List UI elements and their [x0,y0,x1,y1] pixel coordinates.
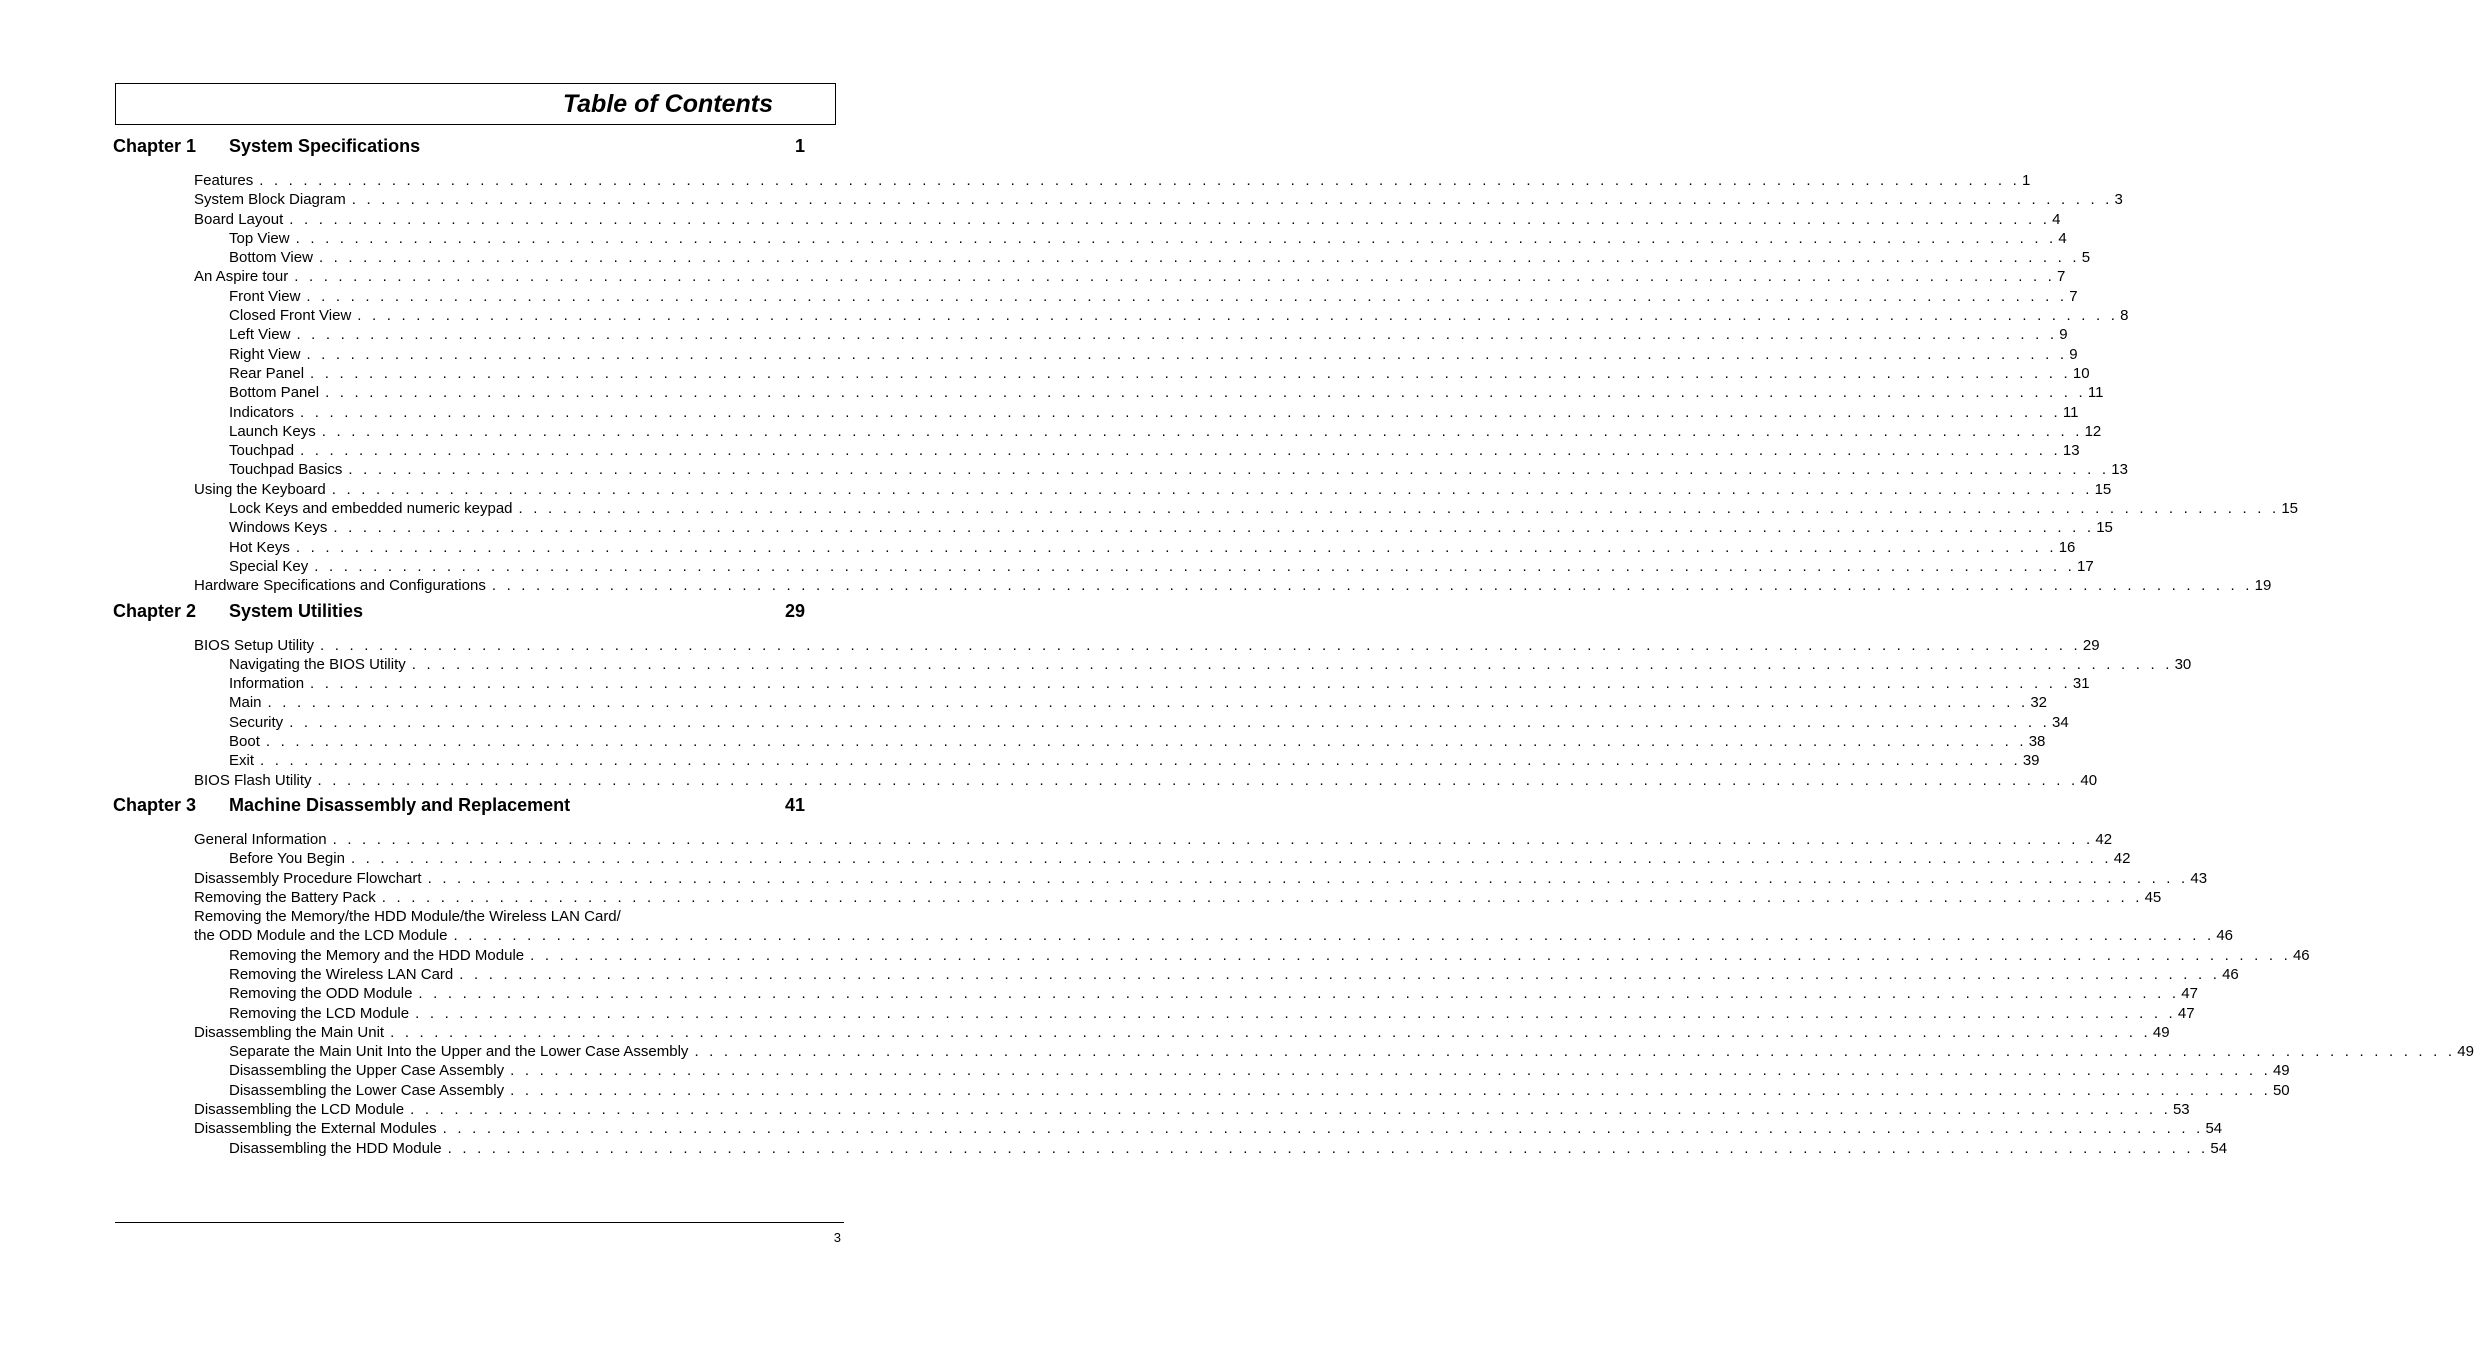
chapter-title: System Specifications [229,136,421,156]
entry-page: 19 [2254,577,2272,595]
entry-title: Launch Keys [229,422,316,440]
entry-page: 32 [2030,694,2048,712]
dot-leader: . . . . . . . . . . . . . . . . . . . . . . . . . . . . . . . . . . . . . . . . . . . . . . . . . . . . . . . . . . . . . . . . . . . . . . . . . . . . . . . . . . . . . . . . . . . . . . . . . . . . . . . . . . . . . . . . . . . . . . . . [510,1081,2271,1099]
chapter-number: Chapter 3 [113,794,197,815]
dot-leader: . . . . . . . . . . . . . . . . . . . . . . . . . . . . . . . . . . . . . . . . . . . . . . . . . . . . . . . . . . . . . . . . . . . . . . . . . . . . . . . . . . . . . . . . . . . . . . . . . . . . . . . . . . . . . . . . . . . . . . . . [694,1043,2456,1061]
entry-page: 3 [2114,191,2123,209]
toc-entry[interactable] [113,422,2102,441]
toc-entry[interactable] [113,576,2272,595]
toc-entry[interactable] [113,460,2128,479]
entry-title: BIOS Setup Utility [194,636,315,654]
entry-page: 11 [2087,384,2104,402]
entry-page: 10 [2072,364,2090,382]
dot-leader: . . . . . . . . . . . . . . . . . . . . . . . . . . . . . . . . . . . . . . . . . . . . . . . . . . . . . . . . . . . . . . . . . . . . . . . . . . . . . . . . . . . . . . . . . . . . . . . . . . . . . . . . . . . . . . . . . . . . . . . . [332,830,2094,848]
dot-leader: . . . . . . . . . . . . . . . . . . . . . . . . . . . . . . . . . . . . . . . . . . . . . . . . . . . . . . . . . . . . . . . . . . . . . . . . . . . . . . . . . . . . . . . . . . . . . . . . . . . . . . . . . . . . . . . . . . . . . . . . [348,461,2110,479]
entry-page: 1 [2022,172,2031,189]
dot-leader: . . . . . . . . . . . . . . . . . . . . . . . . . . . . . . . . . . . . . . . . . . . . . . . . . . . . . . . . . . . . . . . . . . . . . . . . . . . . . . . . . . . . . . . . . . . . . . . . . . . . . . . . . . . . . . . . . . . . . . . . [442,1120,2204,1138]
entry-page: 5 [2081,249,2091,267]
dot-leader: . . . . . . . . . . . . . . . . . . . . . . . . . . . . . . . . . . . . . . . . . . . . . . . . . . . . . . . . . . . . . . . . . . . . . . . . . . . . . . . . . . . . . . . . . . . . . . . . . . . . . . . . . . . . . . . . . . . . . . . . [418,985,2180,1003]
chapter-number: Chapter 1 [113,136,197,156]
entry-title: the ODD Module and the LCD Module [194,927,448,945]
toc-entry[interactable] [113,1139,2228,1158]
dot-leader: . . . . . . . . . . . . . . . . . . . . . . . . . . . . . . . . . . . . . . . . . . . . . . . . . . . . . . . . . . . . . . . . . . . . . . . . . . . . . . . . . . . . . . . . . . . . . . . . . . . . . . . . . . . . . . . . . . . . . . . . [306,287,2068,305]
entry-title: Windows Keys [229,519,328,537]
entry-page: 17 [2077,557,2094,575]
toc-entry[interactable] [113,557,2094,576]
entry-page: 42 [2095,830,2113,848]
entry-title: Removing the LCD Module [229,1004,410,1022]
dot-leader: . . . . . . . . . . . . . . . . . . . . . . . . . . . . . . . . . . . . . . . . . . . . . . . . . . . . . . . . . . . . . . . . . . . . . . . . . . . . . . . . . . . . . . . . . . . . . . . . . . . . . . . . . . . . . . . . . . . . . . . . [294,268,2056,286]
toc-entry[interactable] [113,364,2090,383]
entry-page: 46 [2292,946,2310,964]
entry-title: Top View [229,229,290,247]
chapter-heading[interactable] [113,601,805,627]
page-number: 3 [833,1230,841,1245]
entry-page: 46 [2216,927,2233,945]
table-of-contents [113,132,2474,1163]
entry-page: 49 [2152,1023,2170,1041]
toc-entry[interactable] [113,693,2048,712]
entry-page: 43 [2190,869,2208,887]
dot-leader: . . . . . . . . . . . . . . . . . . . . . . . . . . . . . . . . . . . . . . . . . . . . . . . . . . . . . . . . . . . . . . . . . . . . . . . . . . . . . . . . . . . . . . . . . . . . . . . . . . . . . . . . . . . . . . . . . . . . . . . . [300,403,2061,421]
entry-page: 4 [2058,229,2067,247]
entry-title: Special Key [229,557,309,575]
chapter-entries [113,636,2192,790]
entry-page: 12 [2084,422,2102,440]
entry-title: Disassembling the Upper Case Assembly [229,1062,505,1080]
toc-entry[interactable] [113,636,2100,655]
toc-entry[interactable] [113,869,2208,888]
entry-page: 39 [2022,752,2040,770]
toc-entry[interactable] [113,267,2066,286]
entry-page: 38 [2028,733,2046,751]
toc-entry[interactable] [113,345,2078,364]
entry-title: Features [194,172,254,189]
entry-title: Disassembling the Lower Case Assembly [229,1081,505,1099]
toc-entry[interactable] [113,1100,2190,1119]
entry-page: 7 [2069,287,2078,305]
toc-entry[interactable] [113,538,2076,557]
toc-entry[interactable] [113,480,2112,499]
chapter-entries [113,171,2299,596]
entry-title: Main [229,694,262,712]
toc-entry[interactable] [113,926,2233,945]
dot-leader: . . . . . . . . . . . . . . . . . . . . . . . . . . . . . . . . . . . . . . . . . . . . . . . . . . . . . . . . . . . . . . . . . . . . . . . . . . . . . . . . . . . . . . . . . . . . . . . . . . . . . . . . . . . . . . . . . . . . . . . . [510,1062,2271,1080]
entry-page: 53 [2172,1101,2190,1119]
dot-leader: . . . . . . . . . . . . . . . . . . . . . . . . . . . . . . . . . . . . . . . . . . . . . . . . . . . . . . . . . . . . . . . . . . . . . . . . . . . . . . . . . . . . . . . . . . . . . . . . . . . . . . . . . . . . . . . . . . . . . . . . [350,850,2112,868]
entry-page: 30 [2174,655,2192,673]
entry-title: Rear Panel [229,364,305,382]
entry-title: Navigating the BIOS Utility [229,655,406,673]
entry-page: 54 [2210,1139,2228,1157]
dot-leader: . . . . . . . . . . . . . . . . . . . . . . . . . . . . . . . . . . . . . . . . . . . . . . . . . . . . . . . . . . . . . . . . . . . . . . . . . . . . . . . . . . . . . . . . . . . . . . . . . . . . . . . . . . . . . . . . . . . . . . . . [314,557,2076,575]
entry-title: Disassembling the External Modules [194,1120,437,1138]
entry-title: Disassembling the HDD Module [229,1139,442,1157]
dot-leader: . . . . . . . . . . . . . . . . . . . . . . . . . . . . . . . . . . . . . . . . . . . . . . . . . . . . . . . . . . . . . . . . . . . . . . . . . . . . . . . . . . . . . . . . . . . . . . . . . . . . . . . . . . . . . . . . . . . . . . . . [259,172,2021,189]
toc-entry[interactable] [113,1023,2170,1042]
toc-entry[interactable] [113,248,2091,267]
dot-leader: . . . . . . . . . . . . . . . . . . . . . . . . . . . . . . . . . . . . . . . . . . . . . . . . . . . . . . . . . . . . . . . . . . . . . . . . . . . . . . . . . . . . . . . . . . . . . . . . . . . . . . . . . . . . . . . . . . . . . . . . [296,326,2058,344]
entry-title: General Information [194,830,327,848]
entry-page: 47 [2177,1004,2195,1022]
toc-entry[interactable] [113,849,2131,868]
entry-title: Indicators [229,403,295,421]
toc-entry[interactable] [113,287,2078,306]
entry-title: Left View [229,326,291,344]
dot-leader: . . . . . . . . . . . . . . . . . . . . . . . . . . . . . . . . . . . . . . . . . . . . . . . . . . . . . . . . . . . . . . . . . . . . . . . . . . . . . . . . . . . . . . . . . . . . . . . . . . . . . . . . . . . . . . . . . . . . . . . . [320,636,2081,654]
toc-entry[interactable] [113,403,2079,422]
entry-page: 40 [2080,771,2098,789]
dot-leader: . . . . . . . . . . . . . . . . . . . . . . . . . . . . . . . . . . . . . . . . . . . . . . . . . . . . . . . . . . . . . . . . . . . . . . . . . . . . . . . . . . . . . . . . . . . . . . . . . . . . . . . . . . . . . . . . . . . . . . . . [289,713,2051,731]
entry-title: Using the Keyboard [194,480,326,498]
chapter-title: Machine Disassembly and Replacement [229,794,571,815]
dot-leader: . . . . . . . . . . . . . . . . . . . . . . . . . . . . . . . . . . . . . . . . . . . . . . . . . . . . . . . . . . . . . . . . . . . . . . . . . . . . . . . . . . . . . . . . . . . . . . . . . . . . . . . . . . . . . . . . . . . . . . . . [415,1004,2176,1022]
entry-title: Boot [229,733,260,751]
toc-entry[interactable] [113,190,2123,209]
toc-entry[interactable] [113,1081,2290,1100]
entry-page: 47 [2181,985,2198,1003]
chapter-heading[interactable] [113,795,805,821]
toc-entry[interactable] [113,210,2061,229]
dot-leader: . . . . . . . . . . . . . . . . . . . . . . . . . . . . . . . . . . . . . . . . . . . . . . . . . . . . . . . . . . . . . . . . . . . . . . . . . . . . . . . . . . . . . . . . . . . . . . . . . . . . . . . . . . . . . . . . . . . . . . . . [325,384,2086,402]
toc-entry[interactable] [113,907,805,926]
toc-entry[interactable] [113,713,2069,732]
dot-leader: . . . . . . . . . . . . . . . . . . . . . . . . . . . . . . . . . . . . . . . . . . . . . . . . . . . . . . . . . . . . . . . . . . . . . . . . . . . . . . . . . . . . . . . . . . . . . . . . . . . . . . . . . . . . . . . . . . . . . . . . [390,1023,2151,1041]
entry-page: 15 [2094,480,2112,498]
chapter-title: System Utilities [229,600,364,621]
toc-entry[interactable] [113,732,2046,751]
page-title: Table of Contents [562,90,773,118]
entry-page: 16 [2058,538,2076,556]
entry-page: 54 [2205,1120,2223,1138]
entry-page: 4 [2052,210,2061,228]
chapter-number: Chapter 2 [113,600,197,621]
dot-leader: . . . . . . . . . . . . . . . . . . . . . . . . . . . . . . . . . . . . . . . . . . . . . . . . . . . . . . . . . . . . . . . . . . . . . . . . . . . . . . . . . . . . . . . . . . . . . . . . . . . . . . . . . . . . . . . . . . . . . . . . [306,345,2068,363]
entry-title: Closed Front View [229,307,352,325]
dot-leader: . . . . . . . . . . . . . . . . . . . . . . . . . . . . . . . . . . . . . . . . . . . . . . . . . . . . . . . . . . . . . . . . . . . . . . . . . . . . . . . . . . . . . . . . . . . . . . . . . . . . . . . . . . . . . . . . . . . . . . . . [410,1101,2171,1119]
dot-leader: . . . . . . . . . . . . . . . . . . . . . . . . . . . . . . . . . . . . . . . . . . . . . . . . . . . . . . . . . . . . . . . . . . . . . . . . . . . . . . . . . . . . . . . . . . . . . . . . . . . . . . . . . . . . . . . . . . . . . . . . [310,364,2071,382]
toc-entry[interactable] [113,441,2080,460]
entry-title: Hot Keys [229,538,290,556]
dot-leader: . . . . . . . . . . . . . . . . . . . . . . . . . . . . . . . . . . . . . . . . . . . . . . . . . . . . . . . . . . . . . . . . . . . . . . . . . . . . . . . . . . . . . . . . . . . . . . . . . . . . . . . . . . . . . . . . . . . . . . . . [310,675,2071,693]
dot-leader: . . . . . . . . . . . . . . . . . . . . . . . . . . . . . . . . . . . . . . . . . . . . . . . . . . . . . . . . . . . . . . . . . . . . . . . . . . . . . . . . . . . . . . . . . . . . . . . . . . . . . . . . . . . . . . . . . . . . . . . . [447,1139,2209,1157]
entry-title: Security [229,713,284,731]
dot-leader: . . . . . . . . . . . . . . . . . . . . . . . . . . . . . . . . . . . . . . . . . . . . . . . . . . . . . . . . . . . . . . . . . . . . . . . . . . . . . . . . . . . . . . . . . . . . . . . . . . . . . . . . . . . . . . . . . . . . . . . . [317,771,2079,789]
entry-page: 9 [2069,345,2078,363]
entry-page: 45 [2144,888,2162,906]
entry-page: 11 [2062,403,2079,421]
title-box [115,83,836,125]
entry-title: Removing the Memory/the HDD Module/the Wireless LAN Card/ [194,908,621,926]
dot-leader: . . . . . . . . . . . . . . . . . . . . . . . . . . . . . . . . . . . . . . . . . . . . . . . . . . . . . . . . . . . . . . . . . . . . . . . . . . . . . . . . . . . . . . . . . . . . . . . . . . . . . . . . . . . . . . . . . . . . . . . . [265,733,2027,751]
entry-page: 49 [2272,1062,2290,1080]
dot-leader: . . . . . . . . . . . . . . . . . . . . . . . . . . . . . . . . . . . . . . . . . . . . . . . . . . . . . . . . . . . . . . . . . . . . . . . . . . . . . . . . . . . . . . . . . . . . . . . . . . . . . . . . . . . . . . . . . . . . . . . . [459,965,2221,983]
dot-leader: . . . . . . . . . . . . . . . . . . . . . . . . . . . . . . . . . . . . . . . . . . . . . . . . . . . . . . . . . . . . . . . . . . . . . . . . . . . . . . . . . . . . . . . . . . . . . . . . . . . . . . . . . . . . . . . . . . . . . . . . [333,519,2095,537]
entry-title: Lock Keys and embedded numeric keypad [229,500,513,518]
dot-leader: . . . . . . . . . . . . . . . . . . . . . . . . . . . . . . . . . . . . . . . . . . . . . . . . . . . . . . . . . . . . . . . . . . . . . . . . . . . . . . . . . . . . . . . . . . . . . . . . . . . . . . . . . . . . . . . . . . . . . . . . [321,422,2083,440]
entry-page: 34 [2052,713,2069,731]
dot-leader: . . . . . . . . . . . . . . . . . . . . . . . . . . . . . . . . . . . . . . . . . . . . . . . . . . . . . . . . . . . . . . . . . . . . . . . . . . . . . . . . . . . . . . . . . . . . . . . . . . . . . . . . . . . . . . . . . . . . . . . . [289,210,2051,228]
toc-entry[interactable] [113,888,2162,907]
footer-divider [115,1222,844,1223]
entry-title: Touchpad [229,442,295,460]
dot-leader: . . . . . . . . . . . . . . . . . . . . . . . . . . . . . . . . . . . . . . . . . . . . . . . . . . . . . . . . . . . . . . . . . . . . . . . . . . . . . . . . . . . . . . . . . . . . . . . . . . . . . . . . . . . . . . . . . . . . . . . . [267,694,2029,712]
entry-title: Separate the Main Unit Into the Upper and the Lower Case Assembly [229,1043,689,1061]
entry-title: Hardware Specifications and Configurations [194,577,486,595]
chapter-page: 29 [784,600,805,621]
dot-leader: . . . . . . . . . . . . . . . . . . . . . . . . . . . . . . . . . . . . . . . . . . . . . . . . . . . . . . . . . . . . . . . . . . . . . . . . . . . . . . . . . . . . . . . . . . . . . . . . . . . . . . . . . . . . . . . . . . . . . . . . [491,577,2253,595]
entry-page: 29 [2082,636,2100,654]
chapter-page: 1 [794,136,805,156]
toc-entry[interactable] [113,965,2239,984]
toc-entry[interactable] [113,1004,2195,1023]
toc-entry[interactable] [113,674,2090,693]
toc-entry[interactable] [113,830,2113,849]
entry-title: Removing the ODD Module [229,985,413,1003]
toc-entry[interactable] [113,751,2040,770]
dot-leader: . . . . . . . . . . . . . . . . . . . . . . . . . . . . . . . . . . . . . . . . . . . . . . . . . . . . . . . . . . . . . . . . . . . . . . . . . . . . . . . . . . . . . . . . . . . . . . . . . . . . . . . . . . . . . . . . . . . . . . . . [260,752,2021,770]
toc-entry[interactable] [113,229,2067,248]
entry-title: Touchpad Basics [229,461,343,479]
dot-leader: . . . . . . . . . . . . . . . . . . . . . . . . . . . . . . . . . . . . . . . . . . . . . . . . . . . . . . . . . . . . . . . . . . . . . . . . . . . . . . . . . . . . . . . . . . . . . . . . . . . . . . . . . . . . . . . . . . . . . . . . [331,480,2093,498]
entry-page: 13 [2111,461,2128,479]
entry-title: System Block Diagram [194,191,346,209]
entry-title: Disassembling the Main Unit [194,1023,385,1041]
toc-entry[interactable] [113,518,2113,537]
entry-title: An Aspire tour [194,268,289,286]
toc-entry[interactable] [113,171,2031,190]
dot-leader: . . . . . . . . . . . . . . . . . . . . . . . . . . . . . . . . . . . . . . . . . . . . . . . . . . . . . . . . . . . . . . . . . . . . . . . . . . . . . . . . . . . . . . . . . . . . . . . . . . . . . . . . . . . . . . . . . . . . . . . . [518,500,2280,518]
entry-page: 46 [2222,965,2239,983]
toc-entry[interactable] [113,946,2310,965]
dot-leader: . . . . . . . . . . . . . . . . . . . . . . . . . . . . . . . . . . . . . . . . . . . . . . . . . . . . . . . . . . . . . . . . . . . . . . . . . . . . . . . . . . . . . . . . . . . . . . . . . . . . . . . . . . . . . . . . . . . . . . . . [318,249,2080,267]
toc-entry[interactable] [113,655,2192,674]
entry-page: 8 [2120,307,2129,325]
dot-leader: . . . . . . . . . . . . . . . . . . . . . . . . . . . . . . . . . . . . . . . . . . . . . . . . . . . . . . . . . . . . . . . . . . . . . . . . . . . . . . . . . . . . . . . . . . . . . . . . . . . . . . . . . . . . . . . . . . . . . . . . [295,538,2057,556]
entry-title: Front View [229,287,301,305]
entry-title: Removing the Memory and the HDD Module [229,946,525,964]
dot-leader: . . . . . . . . . . . . . . . . . . . . . . . . . . . . . . . . . . . . . . . . . . . . . . . . . . . . . . . . . . . . . . . . . . . . . . . . . . . . . . . . . . . . . . . . . . . . . . . . . . . . . . . . . . . . . . . . . . . . . . . . [295,229,2057,247]
entry-title: Bottom Panel [229,384,320,402]
toc-entry[interactable] [113,1042,2474,1061]
toc-entry[interactable] [113,984,2198,1003]
toc-entry[interactable] [113,771,2098,790]
entry-title: Right View [229,345,301,363]
entry-title: Disassembling the LCD Module [194,1101,405,1119]
entry-title: Bottom View [229,249,313,267]
entry-title: Disassembly Procedure Flowchart [194,869,422,887]
chapter-page: 41 [784,794,805,815]
dot-leader: . . . . . . . . . . . . . . . . . . . . . . . . . . . . . . . . . . . . . . . . . . . . . . . . . . . . . . . . . . . . . . . . . . . . . . . . . . . . . . . . . . . . . . . . . . . . . . . . . . . . . . . . . . . . . . . . . . . . . . . . [427,869,2189,887]
dot-leader: . . . . . . . . . . . . . . . . . . . . . . . . . . . . . . . . . . . . . . . . . . . . . . . . . . . . . . . . . . . . . . . . . . . . . . . . . . . . . . . . . . . . . . . . . . . . . . . . . . . . . . . . . . . . . . . . . . . . . . . . [530,946,2291,964]
toc-entry[interactable] [113,383,2104,402]
dot-leader: . . . . . . . . . . . . . . . . . . . . . . . . . . . . . . . . . . . . . . . . . . . . . . . . . . . . . . . . . . . . . . . . . . . . . . . . . . . . . . . . . . . . . . . . . . . . . . . . . . . . . . . . . . . . . . . . . . . . . . . . [453,927,2215,945]
entry-title: Board Layout [194,210,284,228]
entry-title: BIOS Flash Utility [194,771,312,789]
entry-page: 50 [2272,1081,2290,1099]
entry-title: Removing the Wireless LAN Card [229,965,454,983]
dot-leader: . . . . . . . . . . . . . . . . . . . . . . . . . . . . . . . . . . . . . . . . . . . . . . . . . . . . . . . . . . . . . . . . . . . . . . . . . . . . . . . . . . . . . . . . . . . . . . . . . . . . . . . . . . . . . . . . . . . . . . . . [411,655,2173,673]
entry-title: Removing the Battery Pack [194,888,376,906]
dot-leader: . . . . . . . . . . . . . . . . . . . . . . . . . . . . . . . . . . . . . . . . . . . . . . . . . . . . . . . . . . . . . . . . . . . . . . . . . . . . . . . . . . . . . . . . . . . . . . . . . . . . . . . . . . . . . . . . . . . . . . . . [381,888,2143,906]
entry-title: Exit [229,752,255,770]
entry-title: Information [229,675,305,693]
entry-page: 42 [2113,850,2131,868]
entry-page: 13 [2062,442,2080,460]
entry-page: 9 [2059,326,2068,344]
dot-leader: . . . . . . . . . . . . . . . . . . . . . . . . . . . . . . . . . . . . . . . . . . . . . . . . . . . . . . . . . . . . . . . . . . . . . . . . . . . . . . . . . . . . . . . . . . . . . . . . . . . . . . . . . . . . . . . . . . . . . . . . [357,307,2119,325]
toc-entry[interactable] [113,306,2129,325]
entry-title: Before You Begin [229,850,345,868]
entry-page: 15 [2096,519,2113,537]
toc-entry[interactable] [113,499,2299,518]
entry-page: 7 [2057,268,2066,286]
entry-page: 15 [2281,500,2299,518]
chapter-entries [113,830,2474,1158]
chapter-heading[interactable] [113,136,805,162]
entry-page: 31 [2072,675,2090,693]
toc-entry[interactable] [113,325,2068,344]
toc-entry[interactable] [113,1061,2290,1080]
dot-leader: . . . . . . . . . . . . . . . . . . . . . . . . . . . . . . . . . . . . . . . . . . . . . . . . . . . . . . . . . . . . . . . . . . . . . . . . . . . . . . . . . . . . . . . . . . . . . . . . . . . . . . . . . . . . . . . . . . . . . . . . [300,442,2061,460]
toc-entry[interactable] [113,1119,2223,1138]
entry-page: 49 [2457,1043,2474,1061]
dot-leader: . . . . . . . . . . . . . . . . . . . . . . . . . . . . . . . . . . . . . . . . . . . . . . . . . . . . . . . . . . . . . . . . . . . . . . . . . . . . . . . . . . . . . . . . . . . . . . . . . . . . . . . . . . . . . . . . . . . . . . . . [351,191,2113,209]
